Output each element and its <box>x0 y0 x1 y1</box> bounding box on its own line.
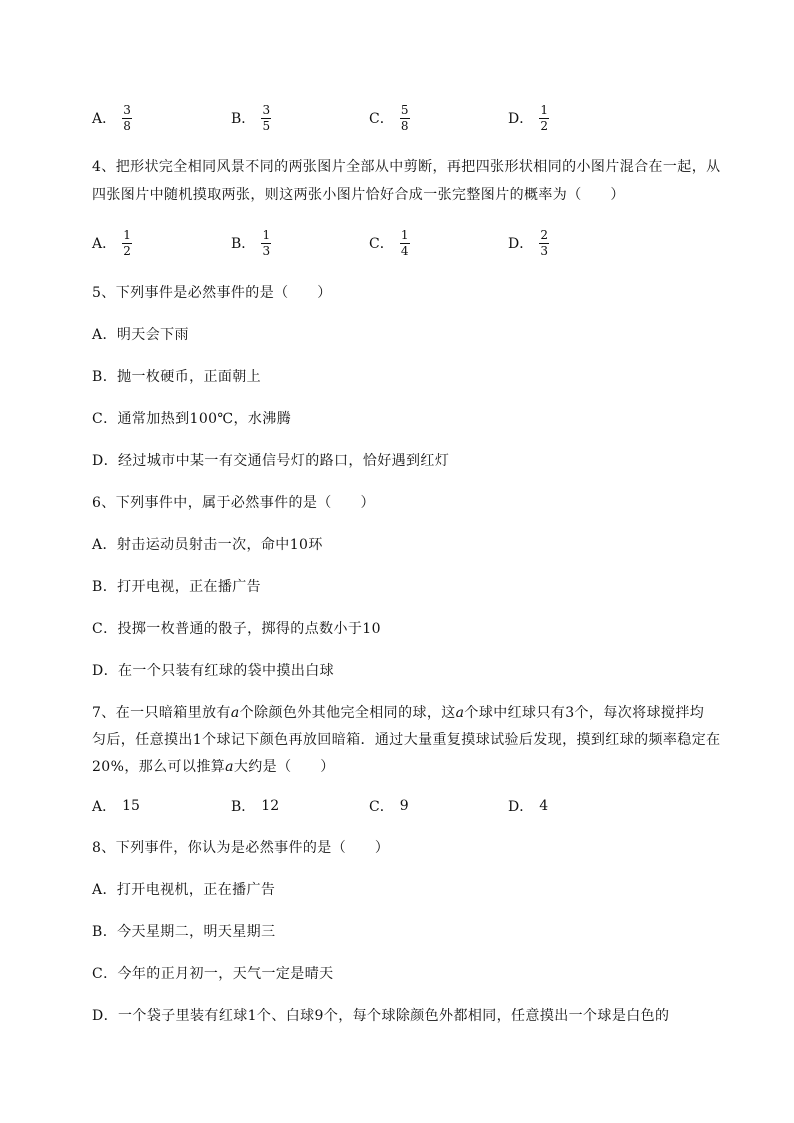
variable-a: a <box>225 759 234 775</box>
q6-option-a: A．射击运动员射击一次，命中10环 <box>92 537 323 553</box>
q6-option-d: D．在一个只装有红球的袋中摸出白球 <box>92 663 335 679</box>
q3-option-d: D． $\frac{1}{2}$ <box>508 102 549 133</box>
fraction: $\frac{3}{5}$ <box>262 102 271 133</box>
q7-option-d: D． 4 <box>508 798 549 815</box>
fraction: $\frac{1}{3}$ <box>262 227 271 258</box>
q8-option-b: B．今天星期二，明天星期三 <box>92 924 276 940</box>
q8-stem: 8、下列事件，你认为是必然事件的是（ ） <box>92 840 390 856</box>
variable-a: a <box>455 705 465 721</box>
q5-stem: 5、下列事件是必然事件的是（ ） <box>92 285 332 301</box>
q6-stem: 6、下列事件中，属于必然事件的是（ ） <box>92 495 375 511</box>
q7-option-c: C． 9 <box>369 798 409 815</box>
q8-option-c: C．今年的正月初一，天气一定是晴天 <box>92 966 334 982</box>
q8-option-d: D．一个袋子里装有红球1个、白球9个，每个球除颜色外都相同，任意摸出一个球是白色的 <box>92 1008 670 1024</box>
q7-option-b: B． 12 <box>231 798 280 815</box>
q3-option-b: B． $\frac{3}{5}$ <box>231 102 271 133</box>
fraction: $\frac{1}{4}$ <box>400 227 409 258</box>
q4-option-a: A． $\frac{1}{2}$ <box>92 227 131 258</box>
q4-option-c: C． $\frac{1}{4}$ <box>369 227 409 258</box>
q7-stem-line-2: 匀后，任意摸出1个球记下颜色再放回暗箱．通过大量重复摸球试验后发现，摸到红球的频率稳定在 <box>92 732 721 748</box>
q5-option-c: C．通常加热到100℃，水沸腾 <box>92 411 292 427</box>
fraction: $\frac{5}{8}$ <box>400 102 409 133</box>
q7-options <box>92 788 712 824</box>
fraction: $\frac{2}{3}$ <box>540 227 549 258</box>
q3-option-a: A． $\frac{3}{8}$ <box>92 102 131 133</box>
q4-option-b: B． $\frac{1}{3}$ <box>231 227 271 258</box>
q5-option-b: B．抛一枚硬币，正面朝上 <box>92 369 262 385</box>
fraction: $\frac{1}{2}$ <box>123 227 131 258</box>
q5-option-d: D．经过城市中某一有交通信号灯的路口，恰好遇到红灯 <box>92 453 450 469</box>
q8-option-a: A．打开电视机，正在播广告 <box>92 882 276 898</box>
q6-option-c: C．投掷一枚普通的骰子，掷得的点数小于10 <box>92 621 381 637</box>
q4-options <box>92 225 712 261</box>
variable-a: a <box>230 705 240 721</box>
q7-option-a: A． 15 <box>92 798 140 815</box>
q3-option-c: C． $\frac{5}{8}$ <box>369 102 409 133</box>
q6-option-b: B．打开电视，正在播广告 <box>92 579 262 595</box>
fraction: $\frac{3}{8}$ <box>123 102 131 133</box>
q3-options <box>92 100 712 136</box>
q5-option-a: A．明天会下雨 <box>92 327 189 343</box>
q7-stem-line-1: 7、在一只暗箱里放有a个除颜色外其他完全相同的球，这a个球中红球只有3个，每次将球搅拌均 <box>92 705 705 721</box>
q4-option-d: D． $\frac{2}{3}$ <box>508 227 549 258</box>
fraction: $\frac{1}{2}$ <box>540 102 549 133</box>
q4-stem-line-1: 4、把形状完全相同风景不同的两张图片全部从中剪断，再把四张形状相同的小图片混合在一起，从 <box>92 159 721 175</box>
q4-stem-line-2: 四张图片中随机摸取两张，则这两张小图片恰好合成一张完整图片的概率为（ ） <box>92 187 625 203</box>
q7-stem-line-3: 20%，那么可以推算a大约是（ ） <box>92 759 335 775</box>
